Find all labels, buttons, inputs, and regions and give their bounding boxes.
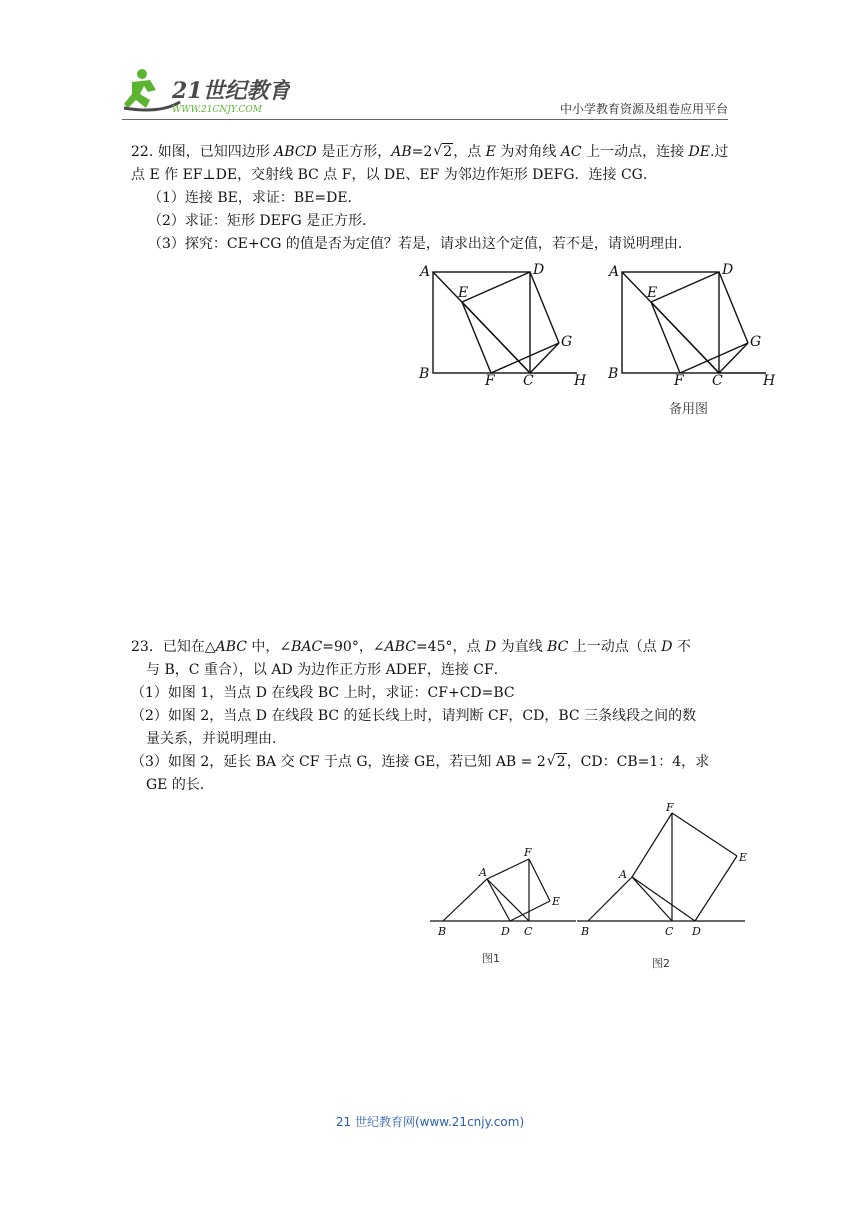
logo-url: WWW.21CNJY.COM <box>172 105 262 115</box>
square-figure-backup <box>601 258 781 388</box>
sqrt-radicand: 2 <box>443 144 453 160</box>
label-B: B <box>581 925 590 938</box>
label-A: A <box>619 868 627 881</box>
sqrt-expression <box>433 141 453 164</box>
problem-23 <box>131 636 731 797</box>
text: 不 <box>672 639 691 655</box>
problem-22-figure-backup <box>601 258 781 388</box>
logo-text: 21世纪教育 <box>172 78 290 104</box>
problem-22-q2: （2）求证：矩形 DEFG 是正方形． <box>148 213 377 229</box>
math-var: D <box>484 639 497 655</box>
math-var: D <box>661 639 673 655</box>
text: 23．已知在△ <box>131 639 216 655</box>
text: =45°，点 <box>415 639 485 655</box>
text: .过 <box>709 144 729 160</box>
problem-23-q1: （1）如图 1，当点 D 在线段 BC 上时，求证：CF+CD=BC <box>131 685 515 701</box>
text: ，点 <box>453 144 486 160</box>
problem-number: 22. <box>131 144 154 160</box>
text: 是正方形， <box>316 144 392 160</box>
label-D: D <box>533 262 545 278</box>
label-H: H <box>574 373 587 389</box>
math-var: E <box>485 144 496 160</box>
label-G: G <box>561 334 573 350</box>
label-A: A <box>479 866 487 879</box>
problem-23-figure-1 <box>428 845 578 940</box>
label-E: E <box>458 285 469 301</box>
label-D: D <box>692 925 701 938</box>
label-F: F <box>485 373 495 389</box>
footer-link[interactable]: 21 世纪教育网(www.21cnjy.com) <box>335 1115 525 1129</box>
text: 中，∠ <box>246 639 292 655</box>
label-B: B <box>419 366 430 382</box>
triangle-square-figure-1 <box>428 845 578 940</box>
label-H: H <box>763 373 776 389</box>
problem-22-stem-line1 <box>131 141 731 164</box>
label-F: F <box>524 846 532 859</box>
figure-1-caption: 图1 <box>482 952 500 965</box>
problem-22-q3: （3）探究：CE+CG 的值是否为定值？若是，请求出这个定值，若不是，请说明理由． <box>148 236 692 252</box>
square-figure <box>412 258 592 388</box>
label-D: D <box>722 262 734 278</box>
text: （3）如图 2，延长 BA 交 CF 于点 G，连接 GE，若已知 AB = 2 <box>131 754 546 770</box>
math-var: BAC <box>291 639 323 655</box>
problem-22 <box>131 141 731 256</box>
figure-caption-backup: 备用图 <box>669 402 709 417</box>
math-var: ABCD <box>274 144 317 160</box>
label-C: C <box>712 373 723 389</box>
header-divider <box>122 119 728 120</box>
problem-23-q3-line2: GE 的长． <box>146 777 214 793</box>
problem-23-q2-line2: 量关系，并说明理由． <box>146 731 286 747</box>
label-C: C <box>523 373 534 389</box>
text: 为直线 <box>496 639 548 655</box>
sqrt-radicand: 2 <box>556 754 566 770</box>
problem-23-q3-line1 <box>131 751 731 774</box>
label-C: C <box>665 925 674 938</box>
label-A: A <box>609 264 620 280</box>
text: 上一动点（点 <box>568 639 662 655</box>
site-logo <box>120 62 290 122</box>
problem-23-stem-line2: 与 B，C 重合），以 AD 为边作正方形 ADEF，连接 CF． <box>146 662 508 678</box>
label-D: D <box>501 925 510 938</box>
label-B: B <box>438 925 447 938</box>
problem-22-figure-main <box>412 258 592 388</box>
text: ，CD：CB=1：4，求 <box>566 754 710 770</box>
label-E: E <box>647 285 658 301</box>
label-F: F <box>674 373 684 389</box>
text: 为对角线 <box>495 144 561 160</box>
text: =90°，∠ <box>322 639 385 655</box>
math-var: ABC <box>384 639 416 655</box>
problem-23-figure-2 <box>575 800 750 940</box>
triangle-square-figure-2 <box>575 800 750 940</box>
label-E: E <box>739 851 748 864</box>
label-F: F <box>666 801 674 814</box>
label-G: G <box>750 334 762 350</box>
label-E: E <box>552 895 561 908</box>
text: 如图，已知四边形 <box>153 144 275 160</box>
problem-23-q2-line1: （2）如图 2，当点 D 在线段 BC 的延长线上时，请判断 CF，CD，BC 三条线段之间的数 <box>131 708 697 724</box>
math-var: AB <box>391 144 412 160</box>
math-var: BC <box>547 639 569 655</box>
text: 上一动点，连接 <box>581 144 689 160</box>
math-var: ABC <box>215 639 247 655</box>
problem-22-q1: （1）连接 BE，求证：BE=DE． <box>148 190 362 206</box>
math-var: AC <box>560 144 582 160</box>
label-B: B <box>608 366 619 382</box>
text: =2 <box>411 144 433 160</box>
label-A: A <box>420 264 431 280</box>
platform-name: 中小学教育资源及组卷应用平台 <box>559 102 728 116</box>
label-C: C <box>524 925 533 938</box>
problem-22-stem-line2: 点 E 作 EF⊥DE，交射线 BC 点 F，以 DE、EF 为邻边作矩形 DEFG．连接 CG． <box>131 167 657 183</box>
sqrt-expression <box>547 751 567 774</box>
math-var: DE <box>688 144 710 160</box>
figure-2-caption: 图2 <box>652 957 670 970</box>
problem-23-stem-line1 <box>131 636 731 659</box>
